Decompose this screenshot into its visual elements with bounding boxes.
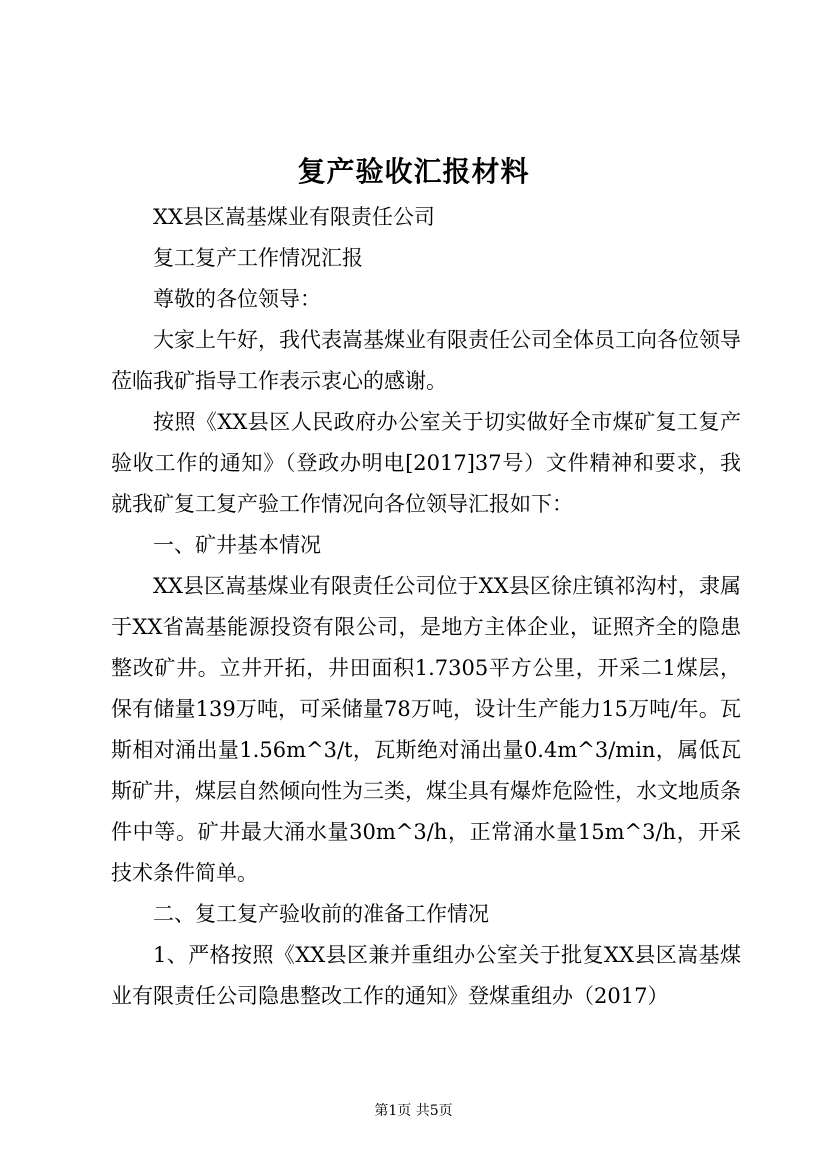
section-heading-1: 一、矿井基本情况 bbox=[153, 533, 321, 557]
preparation-paragraph: 1、严格按照《XX县区兼并重组办公室关于批复XX县区嵩基煤业有限责任公司隐患整改工作的通知》登煤重组办（2017） bbox=[111, 943, 741, 1008]
page-number-footer: 第1页 共5页 bbox=[374, 1103, 453, 1119]
report-subtitle-line: 复工复产工作情况汇报 bbox=[153, 246, 363, 270]
salutation-line: 尊敬的各位领导： bbox=[153, 287, 321, 311]
document-title: 复产验收汇报材料 bbox=[297, 155, 530, 188]
document-body bbox=[111, 197, 741, 1017]
section-heading-2: 二、复工复产验收前的准备工作情况 bbox=[153, 902, 489, 926]
purpose-paragraph: 按照《XX县区人民政府办公室关于切实做好全市煤矿复工复产验收工作的通知》（登政办明电[2017]37号）文件精神和要求，我就我矿复工复产验工作情况向各位领导汇报如下： bbox=[111, 410, 741, 516]
greeting-paragraph: 大家上午好，我代表嵩基煤业有限责任公司全体员工向各位领导莅临我矿指导工作表示衷心的感谢。 bbox=[111, 328, 741, 393]
company-name-line: XX县区嵩基煤业有限责任公司 bbox=[153, 205, 435, 229]
mine-info-paragraph: XX县区嵩基煤业有限责任公司位于XX县区徐庄镇祁沟村，隶属于XX省嵩基能源投资有限公司，是地方主体企业，证照齐全的隐患整改矿井。立井开拓，井田面积1.7305平方公里，开采二1煤层，保有储量139万吨，可采储量78万吨，设计生产能力15万吨/年。瓦斯相对涌出量1.56m^3/t，瓦斯绝对涌出量0.4m^3/min，属低瓦斯矿井，煤层自然倾向性为三类，煤尘具有爆炸危险性，水文地质条件中等。矿井最大涌水量30m^3/h，正常涌水量15m^3/h，开采技术条件简单。 bbox=[111, 574, 741, 885]
